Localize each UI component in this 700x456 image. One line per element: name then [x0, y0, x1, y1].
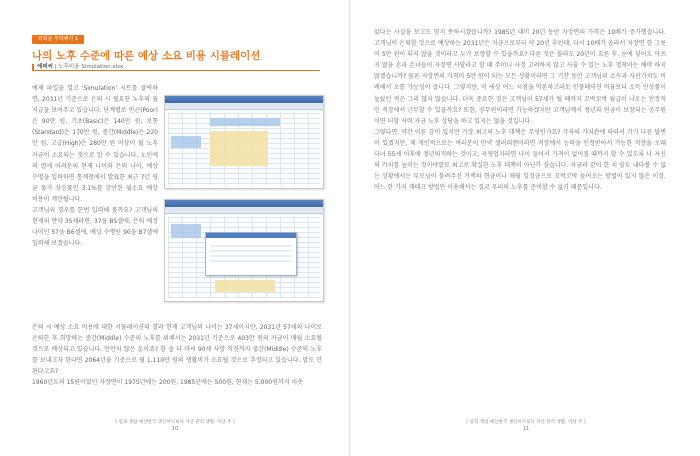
right-page — [350, 0, 700, 456]
paragraph-inflation: 았다는 사실을 보고도 믿지 못하시겠습니까? 1985년 대비 20년 동안 자장면의 가격은 10배가 증가했습니다. 고객님이 은퇴할 것으로 예상하는 2031년은 지금으로부터 약 20년 후인데, 다시 10배가 올라서 자장면 한 그릇이 5만 원이 되지 않을 것이라고 누가 보장할 수 있을까요? 다른 것은 몰라도 20년이 흐른 후, 눈에 넣어도 아프지 않을 손과 손녀들이 자장면 사달라고 할 때 주머니 사정 고려하지 않고 사줄 수 있는 노후 정착마는 해야 하지 않겠습니까? 물론 자장면의 가격이 5만 원이 되는 모든 상황이라면 그 기간 동안 고객님의 소득과 자산가치도 비례해서 오를 가능성이 큽니다. 그렇지만, 이 세상 어느 시점을 막론하고라도 인플레이션 비율보다 소득 인상률이 높았던 적은 그리 많지 않습니다. 더욱 중요한 것은 고객님이 57세가 될 때까지 꼬박꼬박 월급이 나오는 안정적인 직장에서 근무할 수 있을까요? 또한, 공무원이라면 가능하겠지만 고객님께서 정년과 연금이 보장되는 공무원이면 더할 저력 자금 노후 상담을 하고 있지는 않을 것입니다. — [374, 29, 666, 125]
left-bottom-text — [32, 322, 322, 389]
ribbon-bar — [165, 96, 323, 103]
dialog-title-bar — [206, 233, 296, 238]
title-rule — [32, 70, 320, 71]
highlight-inputs — [171, 224, 201, 238]
page-number: 10 — [171, 426, 179, 432]
spreadsheet-screenshot-2 — [164, 199, 324, 302]
highlight-header — [210, 118, 280, 126]
footer-text: [ 일과 생업 예산한국 생산이익보다 자산 관리 생활, 이상 주 ] — [466, 420, 586, 425]
byline-file: | 노후비용 Simulation.xlsx — [52, 64, 124, 70]
paragraph-best-plan: 그렇다면, 약간 이른 감이 있지만 가장 최고의 노후 대책은 무엇인가요? 각자의 가치관에 따라서 각기 다른 답변이 있겠지만, 제 개인적으로는 여러분이 만약 샐러리맨이라면 직장에서 능력을 인정받아서 가능한 직장을 오래 다녀 55세 이후에 정년퇴직하는 것이고, 자영업자라면 나이 들어서 가져이 없어질 때까지 할 수 있도록 나 자신의 가치를 높이는 것이야말로 최고로 확실한 노후 대책이 아닌가 싶습니다. 자금과 같이 한 치 앞도 내다볼 수 없는 상황에서는 부모님이 물려주신 거액의 현금이나 매월 일정금으로 꼬박꼬박 들어오는 방법이 있지 않은 이상, 어느 한 가지 재테크 방법만 이용해서는 결코 우리의 노후를 준비할 수 없기 때문입니다. — [374, 128, 666, 192]
result-dialog — [205, 232, 297, 276]
left-column-text — [32, 83, 158, 249]
toolbar-bar — [165, 103, 323, 110]
toolbar-bar — [165, 207, 323, 214]
byline — [32, 62, 123, 70]
paragraph-input-example: 고객님의 경우를 한번 입력해 볼까요? 고객님의 현재의 만약 35세라면, 37을 B5셀에, 은퇴 예정 나이인 57을 B6셀에, 예상 수명인 90을 B7셀에 입력해 보겠습니다. — [32, 207, 158, 248]
footer-text: [ 일과 생업 예산한국 생산이익보다 자산 관리 생활, 이상 주 ] — [115, 420, 235, 425]
right-column-text — [374, 27, 666, 193]
paragraph-jajangmyeon: 1960년도의 15원이었던 자장면이 1975년에는 200원, 1985년에는 500원, 현재는 5,000원까지 치솟 — [32, 379, 303, 387]
dialog-rows — [210, 242, 292, 262]
article-title: 나의 노후 수준에 따른 예상 소요 비용 시뮬레이션 — [32, 50, 261, 62]
spreadsheet-figure — [164, 95, 322, 300]
byline-marker — [32, 64, 34, 70]
paragraph-simulation: 예제 파일을 열고 'Simulation' 시트를 클릭하면, 2031년 기준으로 은퇴 시 필요한 노후의 월 지급을 보여주고 있습니다. 단계별로 빈곤(Poor) 은 90만 원, 기초(Basic)은 140만 원, 보통(Standard)은 170만 원, 중간(Middle)은 220만 원, 고급(High)은 280만 원 이상이 월 노후 자금이 소요되는 것으로 알 수 있습니다. 노인에의 별에 어려운의 현재 나이와 은퇴 나이, 예상 수명을 입력하면 통계청에서 발표한 최근 7년 평균 물가 상승률인 3.1%를 감안한 월소요 예상 비용이 계산됩니다. — [32, 85, 158, 203]
series-badge: 외퇴를 부탁해각 1 — [32, 35, 84, 44]
highlight-table — [210, 131, 268, 166]
paragraph-result: 은퇴 시 예상 소요 비용에 대한 시뮬레이션의 결과 현재 고객님의 나이는 37세이지만, 2031년 57세의 나이로 은퇴한 후 희망하는 중간(Middle) 수준의 노후를 위해서는 2031년 기준으로 403만 원의 자금이 매월 소요될 것으로 예상되고 있습니다. 만만치 않은 돈이죠? 한 숲 더 마셔 90세 사망 직전까지 중간(Middle) 수준의 노후를 보내고자 한다면 2064년을 기준으로 월 1,110만 원의 생활비가 소요될 것으로 추정되고 있습니다. 말도 안 된다고요? — [32, 324, 322, 376]
page-number: 11 — [522, 426, 530, 432]
spreadsheet-screenshot-1 — [164, 95, 324, 189]
left-footer — [25, 419, 325, 432]
ribbon-bar — [165, 200, 323, 207]
right-footer — [376, 419, 676, 432]
highlight-result — [215, 280, 275, 292]
highlight-inputs — [171, 136, 201, 148]
byline-name: 에퍼씨 — [37, 64, 53, 70]
